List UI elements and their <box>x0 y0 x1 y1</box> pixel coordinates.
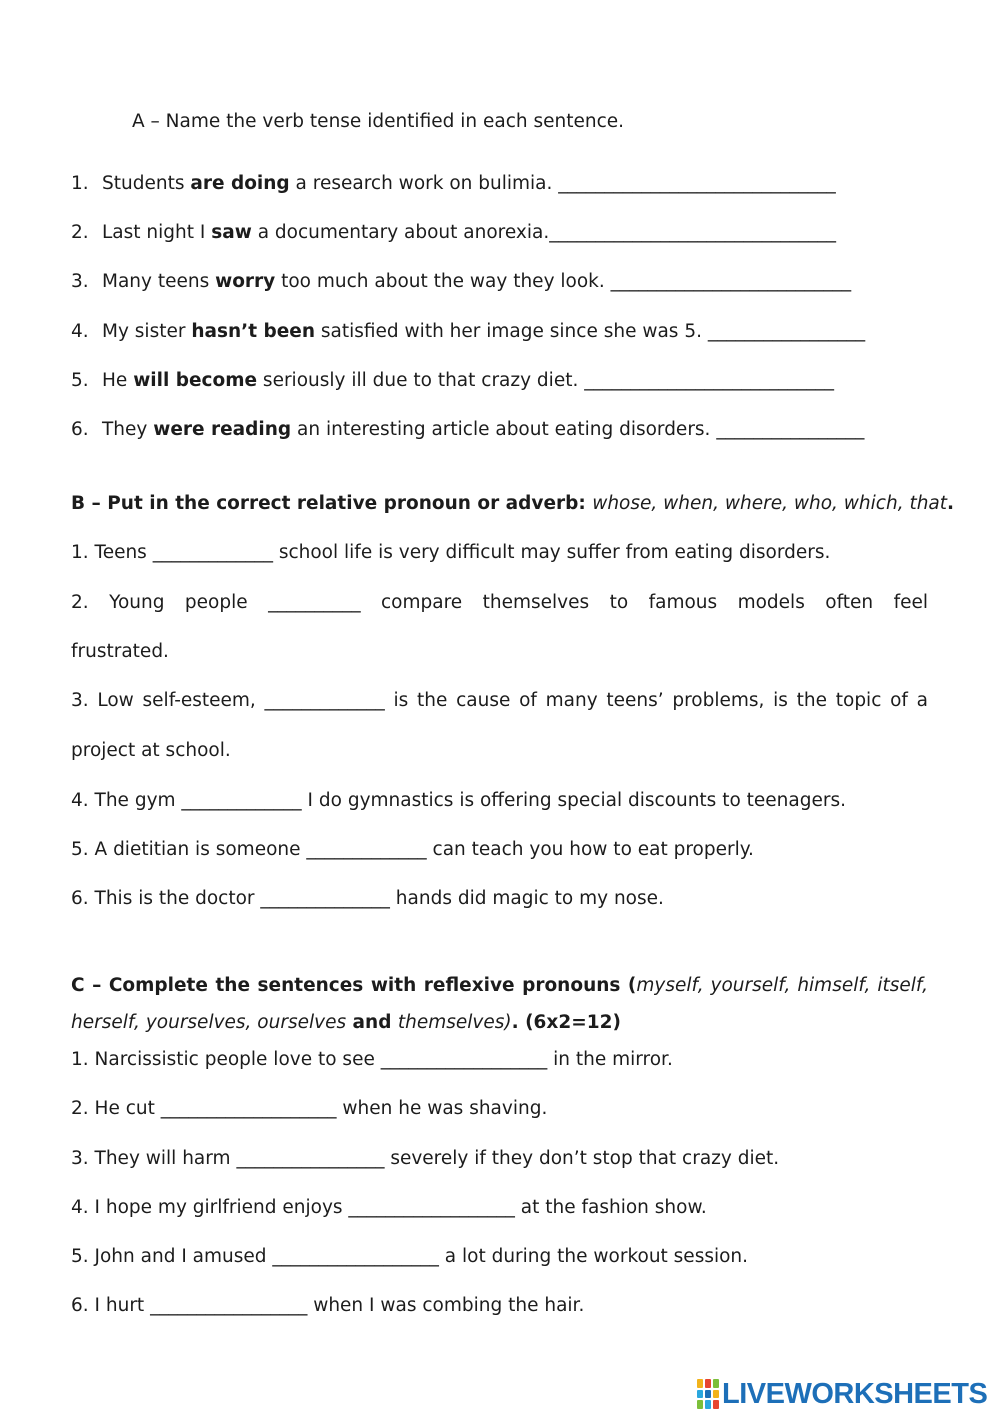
section-a-item-3: 3. Many teens worry too much about the way they look. __________________________ <box>71 271 852 292</box>
item-number: 2. <box>71 222 89 243</box>
verb-bold: are doing <box>190 173 290 194</box>
section-c-title-continued: herself, yourselves, ourselves and themselves). (6x2=12) <box>71 1012 621 1033</box>
section-b-item-4: 4. The gym _____________ I do gymnastics is offering special discounts to teenagers. <box>71 790 846 811</box>
section-a-item-4: 4. My sister hasn’t been satisfied with her image since she was 5. _________________ <box>71 321 866 342</box>
logo-text: LIVEWORKSHEETS <box>722 1378 988 1410</box>
section-c-item-5: 5. John and I amused __________________ a lot during the workout session. <box>71 1246 749 1267</box>
item-number: 6. <box>71 419 89 440</box>
section-a-item-5: 5. He will become seriously ill due to that crazy diet. ___________________________ <box>71 370 834 391</box>
section-a-item-2: 2. Last night I saw a documentary about anorexia._______________________________ <box>71 222 836 243</box>
answer-blank[interactable]: _____________ <box>264 690 385 711</box>
section-a-item-1: 1. Students are doing a research work on bulimia. ______________________________ <box>71 173 836 194</box>
section-b-item-2: 2. Young people __________ compare themselves to famous models often feel <box>71 592 929 613</box>
answer-blank[interactable]: ______________________________ <box>558 173 836 194</box>
verb-bold: saw <box>211 222 252 243</box>
answer-blank[interactable]: __________________________ <box>610 271 852 292</box>
item-number: 3. <box>71 271 89 292</box>
section-a-item-6: 6. They were reading an interesting article about eating disorders. ________________ <box>71 419 865 440</box>
liveworksheets-logo-icon <box>697 1379 719 1409</box>
answer-blank[interactable]: ________________ <box>716 419 865 440</box>
section-a-title: A – Name the verb tense identified in each sentence. <box>132 111 625 132</box>
section-c-item-6: 6. I hurt _________________ when I was combing the hair. <box>71 1295 585 1316</box>
section-b-title: B – Put in the correct relative pronoun or adverb: whose, when, where, who, which, that. <box>71 493 955 514</box>
item-number: 1. <box>71 173 89 194</box>
section-c-item-1: 1. Narcissistic people love to see __________________ in the mirror. <box>71 1049 673 1070</box>
answer-blank[interactable]: ________________ <box>236 1148 385 1169</box>
section-c-item-3: 3. They will harm ________________ severely if they don’t stop that crazy diet. <box>71 1148 780 1169</box>
answer-blank[interactable]: _______________________________ <box>549 222 836 243</box>
answer-blank[interactable]: ______________ <box>260 888 390 909</box>
answer-blank[interactable]: __________________ <box>272 1246 439 1267</box>
liveworksheets-logo[interactable] <box>697 1377 987 1411</box>
answer-blank[interactable]: ___________________ <box>160 1098 337 1119</box>
verb-bold: worry <box>215 271 276 292</box>
verb-bold: will become <box>133 370 258 391</box>
answer-blank[interactable]: __________ <box>268 592 361 613</box>
verb-bold: hasn’t been <box>191 321 315 342</box>
answer-blank[interactable]: _________________ <box>150 1295 308 1316</box>
answer-blank[interactable]: __________________ <box>348 1197 515 1218</box>
answer-blank[interactable]: _____________ <box>181 790 302 811</box>
answer-blank[interactable]: _________________ <box>707 321 866 342</box>
section-b-item-1: 1. Teens _____________ school life is very difficult may suffer from eating disorders. <box>71 542 831 563</box>
section-c-title: C – Complete the sentences with reflexive pronouns (myself, yourself, himself, itself, <box>71 975 928 996</box>
verb-bold: were reading <box>153 419 292 440</box>
section-b-item-3: 3. Low self-esteem, _____________ is the cause of many teens’ problems, is the topic of a <box>71 690 928 711</box>
section-b-item-3-continued: project at school. <box>71 740 231 761</box>
answer-blank[interactable]: _____________ <box>152 542 273 563</box>
answer-blank[interactable]: __________________ <box>380 1049 548 1070</box>
section-b-item-2-continued: frustrated. <box>71 641 169 662</box>
item-number: 5. <box>71 370 89 391</box>
section-b-item-5: 5. A dietitian is someone _____________ can teach you how to eat properly. <box>71 839 754 860</box>
section-c-item-4: 4. I hope my girlfriend enjoys __________________ at the fashion show. <box>71 1197 707 1218</box>
answer-blank[interactable]: _____________ <box>306 839 427 860</box>
section-b-item-6: 6. This is the doctor ______________ hands did magic to my nose. <box>71 888 664 909</box>
item-number: 4. <box>71 321 89 342</box>
answer-blank[interactable]: ___________________________ <box>584 370 834 391</box>
section-c-item-2: 2. He cut ___________________ when he was shaving. <box>71 1098 548 1119</box>
